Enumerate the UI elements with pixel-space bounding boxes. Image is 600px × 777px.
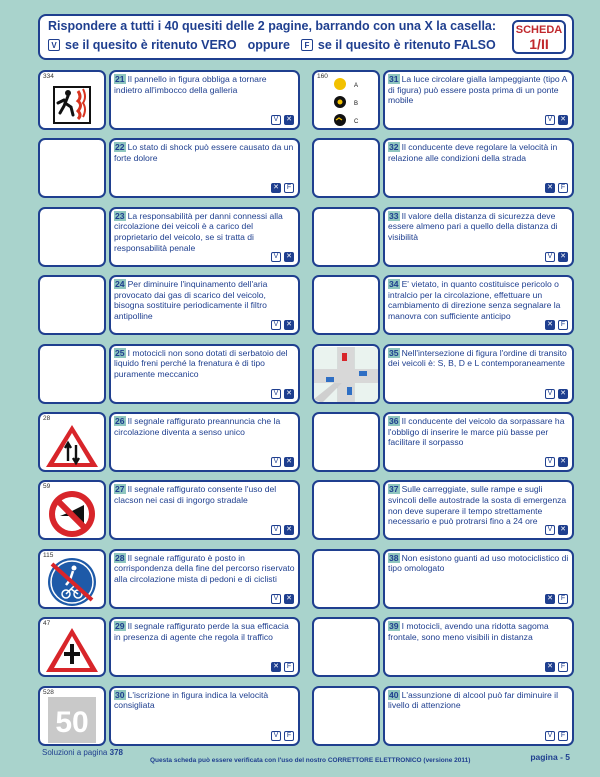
answer-boxes: [271, 252, 294, 262]
question-31: [312, 70, 574, 130]
true-checkbox[interactable]: V: [545, 389, 555, 399]
question-text: [114, 416, 295, 437]
question-24: [38, 275, 300, 335]
question-number: 26: [115, 416, 125, 426]
figure-sign-icon: [40, 483, 104, 539]
question-number: 34: [389, 279, 399, 290]
question-text: [388, 142, 569, 163]
question-statement: Il pannello in figura obbliga a tornare indietro all'imbocco della galleria: [114, 74, 267, 95]
scheda-number: 1/II: [529, 36, 549, 52]
question-40-text-box: [383, 686, 574, 746]
question-statement: Per diminuire l'inquinamento dell'aria provocato dai gas di scarico del veicolo, bisogna sostituire periodicamente il filtro antipolline: [114, 279, 268, 321]
true-checkbox[interactable]: V: [545, 115, 555, 125]
false-checkbox[interactable]: ✕: [284, 389, 294, 399]
question-text: [114, 348, 295, 380]
question-number: 31: [389, 74, 399, 84]
false-checkbox[interactable]: F: [284, 662, 294, 672]
false-checkbox[interactable]: ✕: [558, 389, 568, 399]
answer-boxes: [545, 115, 568, 125]
question-number: 28: [115, 552, 125, 563]
figure-sign-icon: [314, 347, 378, 403]
question-number: 27: [115, 484, 125, 495]
instructions-title: Rispondere a tutti i 40 quesiti delle 2 pagine, barrando con una X la casella:: [48, 19, 497, 33]
page-number: pagina - 5: [530, 752, 570, 762]
question-text: [114, 690, 295, 711]
figure-ref: 334: [43, 73, 54, 80]
true-checkbox[interactable]: ✕: [545, 183, 555, 193]
question-statement: Il segnale raffigurato è posto in corrispondenza della fine del percorso riservato alla circolazione mista di pedoni e di ciclisti: [114, 552, 295, 584]
question-33: [312, 207, 574, 267]
false-checkbox[interactable]: F: [284, 183, 294, 193]
question-22-figure: [38, 138, 106, 198]
question-40-figure: [312, 686, 380, 746]
question-text: [388, 621, 569, 642]
question-text: [388, 348, 569, 369]
false-checkbox[interactable]: F: [284, 731, 294, 741]
question-text: [388, 690, 569, 711]
figure-sign-icon: [40, 415, 104, 471]
true-checkbox[interactable]: V: [271, 594, 281, 604]
question-number: 36: [389, 416, 399, 426]
answer-boxes: [271, 389, 294, 399]
question-33-text-box: [383, 207, 574, 267]
question-30: [38, 686, 300, 746]
svg-text:B: B: [354, 101, 359, 107]
true-checkbox[interactable]: ✕: [271, 662, 281, 672]
question-text: [114, 621, 295, 642]
false-checkbox[interactable]: ✕: [284, 457, 294, 467]
answer-boxes: [271, 320, 294, 330]
false-legend: se il quesito è ritenuto FALSO: [317, 38, 496, 52]
question-25: [38, 344, 300, 404]
question-statement: Il conducente del veicolo da sorpassare ha l'obbligo di inserire le marce più basse per facilitare il sorpasso: [388, 416, 565, 448]
question-text: [388, 484, 569, 526]
question-34: [312, 275, 574, 335]
question-number: 33: [389, 210, 399, 221]
question-21: [38, 70, 300, 130]
question-24-text-box: [109, 275, 300, 335]
answer-boxes: [545, 183, 568, 193]
question-26-text-box: [109, 412, 300, 472]
answer-boxes: [271, 594, 294, 604]
corrector-note: Questa scheda può essere verificata con l'uso del nostro CORRETTORE ELETTRONICO (versione 2011): [150, 757, 471, 764]
false-checkbox[interactable]: ✕: [558, 115, 568, 125]
true-checkbox[interactable]: ✕: [271, 183, 281, 193]
question-number: 29: [115, 621, 125, 632]
question-number: 39: [389, 621, 399, 632]
question-28-text-box: [109, 549, 300, 609]
false-checkbox[interactable]: ✕: [284, 115, 294, 125]
question-statement: Il segnale raffigurato preannuncia che la circolazione diventa a senso unico: [114, 416, 281, 437]
instructions-header: [38, 14, 574, 60]
question-23: [38, 207, 300, 267]
question-statement: L'assunzione di alcool può far diminuire il livello di attenzione: [388, 689, 558, 711]
question-27-figure: [38, 480, 106, 540]
question-35-text-box: [383, 344, 574, 404]
false-checkbox[interactable]: ✕: [558, 525, 568, 535]
false-checkbox[interactable]: ✕: [284, 594, 294, 604]
question-37-text-box: [383, 480, 574, 540]
question-36-figure: [312, 412, 380, 472]
figure-sign-icon: [314, 73, 378, 129]
figure-ref: 115: [43, 551, 54, 559]
answer-boxes: [545, 457, 568, 467]
true-checkbox[interactable]: V: [271, 731, 281, 741]
scheda-label: SCHEDA: [515, 24, 563, 36]
question-text: [388, 211, 569, 243]
figure-ref: 59: [43, 483, 51, 491]
question-40: [312, 686, 574, 746]
false-checkbox[interactable]: ✕: [558, 457, 568, 467]
question-number: 32: [389, 142, 399, 153]
question-23-figure: [38, 207, 106, 267]
question-number: 35: [389, 347, 399, 358]
question-number: 21: [115, 74, 125, 84]
answer-boxes: [545, 525, 568, 535]
question-37: [312, 480, 574, 540]
question-29-text-box: [109, 617, 300, 677]
question-28: [38, 549, 300, 609]
false-checkbox[interactable]: ✕: [284, 320, 294, 330]
question-32-figure: [312, 138, 380, 198]
question-statement: Il conducente deve regolare la velocità in relazione alle condizioni della strada: [388, 142, 558, 163]
question-26: [38, 412, 300, 472]
question-38: [312, 549, 574, 609]
true-checkbox[interactable]: V: [271, 252, 281, 262]
false-checkbox[interactable]: F: [558, 594, 568, 604]
question-text: [114, 553, 295, 585]
question-38-text-box: [383, 549, 574, 609]
answer-boxes: [545, 252, 568, 262]
question-34-text-box: [383, 275, 574, 335]
question-25-figure: [38, 344, 106, 404]
figure-ref: 47: [43, 620, 51, 628]
answer-boxes: [271, 115, 294, 125]
question-36-text-box: [383, 412, 574, 472]
question-number: 23: [115, 210, 125, 221]
true-legend: se il quesito è ritenuto VERO: [65, 38, 237, 52]
false-checkbox[interactable]: ✕: [558, 252, 568, 262]
question-number: 24: [115, 279, 125, 290]
true-checkbox[interactable]: V: [271, 320, 281, 330]
figure-sign-icon: [40, 689, 104, 745]
question-32-text-box: [383, 138, 574, 198]
question-number: 38: [389, 552, 399, 563]
question-36: [312, 412, 574, 472]
question-text: [388, 74, 569, 106]
question-number: 37: [389, 484, 399, 495]
question-statement: Sulle carreggiate, sulle rampe e sugli svincoli delle autostrade la sosta di emergenza non deve superare il tempo strettamente necessario e può protrarsi fino a 24 ore: [388, 484, 567, 527]
question-statement: La luce circolare gialla lampeggiante (tipo A di figura) può essere posta prima di un ponte mobile: [388, 74, 567, 106]
scheda-badge: [512, 20, 566, 54]
answer-boxes: [545, 389, 568, 399]
false-box-icon: F: [301, 39, 313, 51]
question-text: [114, 211, 295, 253]
question-39-figure: [312, 617, 380, 677]
true-checkbox[interactable]: V: [271, 457, 281, 467]
answer-boxes: [545, 662, 568, 672]
question-text: [388, 553, 569, 574]
answer-boxes: [271, 183, 294, 193]
question-21-figure: [38, 70, 106, 130]
question-number: 25: [115, 347, 125, 358]
question-text: [114, 74, 295, 95]
true-checkbox[interactable]: V: [545, 457, 555, 467]
question-29-figure: [38, 617, 106, 677]
question-statement: Il segnale raffigurato perde la sua efficacia in presenza di agente che regola il traffico: [114, 621, 289, 642]
question-statement: Il segnale raffigurato consente l'uso del clacson nei casi di ingorgo stradale: [114, 484, 277, 505]
question-32: [312, 138, 574, 198]
question-text: [388, 279, 569, 321]
question-text: [114, 279, 295, 321]
false-checkbox[interactable]: F: [558, 320, 568, 330]
true-checkbox[interactable]: V: [545, 731, 555, 741]
question-25-text-box: [109, 344, 300, 404]
question-22-text-box: [109, 138, 300, 198]
true-checkbox[interactable]: V: [545, 252, 555, 262]
true-box-icon: V: [48, 39, 60, 51]
false-checkbox[interactable]: F: [558, 662, 568, 672]
question-29: [38, 617, 300, 677]
question-statement: Nell'intersezione di figura l'ordine di transito dei veicoli è: S, B, D e L contemporaneamente: [388, 347, 567, 369]
true-checkbox[interactable]: V: [271, 525, 281, 535]
question-statement: L'iscrizione in figura indica la velocità consigliata: [114, 689, 269, 711]
question-26-figure: [38, 412, 106, 472]
oppure-text: oppure: [247, 38, 290, 52]
question-text: [388, 416, 569, 448]
question-27-text-box: [109, 480, 300, 540]
true-checkbox[interactable]: V: [271, 389, 281, 399]
answer-boxes: [271, 662, 294, 672]
question-statement: Non esistono guanti ad uso motociclistico di tipo omologato: [388, 552, 569, 574]
question-23-text-box: [109, 207, 300, 267]
question-30-text-box: [109, 686, 300, 746]
question-text: [114, 484, 295, 505]
question-21-text-box: [109, 70, 300, 130]
answer-boxes: [545, 731, 568, 741]
question-statement: E' vietato, in quanto costituisce pericolo o intralcio per la circolazione, effettuare un cambiamento di direzione senza segnalare la manovra con sufficiente anticipo: [388, 279, 561, 321]
false-checkbox[interactable]: F: [558, 731, 568, 741]
answer-boxes: [545, 320, 568, 330]
true-checkbox[interactable]: V: [545, 525, 555, 535]
answer-boxes: [271, 731, 294, 741]
false-checkbox[interactable]: ✕: [284, 252, 294, 262]
question-statement: I motocicli non sono dotati di serbatoio del liquido freni perché la frenatura è di tipo puramente meccanico: [114, 347, 288, 379]
question-30-figure: [38, 686, 106, 746]
question-27: [38, 480, 300, 540]
question-35-figure: [312, 344, 380, 404]
answer-boxes: [545, 594, 568, 604]
question-number: 40: [389, 689, 399, 700]
true-checkbox[interactable]: ✕: [545, 662, 555, 672]
question-37-figure: [312, 480, 380, 540]
figure-ref: 528: [43, 688, 54, 696]
question-statement: I motocicli, avendo una ridotta sagoma frontale, sono meno visibili in distanza: [388, 621, 549, 642]
false-checkbox[interactable]: F: [558, 183, 568, 193]
figure-ref: 160: [317, 73, 328, 80]
page-footer: [0, 748, 600, 768]
svg-text:50: 50: [55, 705, 89, 739]
figure-sign-icon: [40, 552, 104, 608]
question-31-figure: [312, 70, 380, 130]
question-31-text-box: [383, 70, 574, 130]
question-statement: Il valore della distanza di sicurezza deve essere almeno pari a quello della distanza di visibilità: [388, 210, 558, 242]
svg-text:A: A: [354, 83, 359, 89]
question-statement: La responsabilità per danni connessi alla circolazione dei veicoli è a carico del proprietario del veicolo, se si tratta di responsabilità penale: [114, 210, 283, 253]
legend-line: [48, 38, 496, 52]
answer-boxes: [271, 457, 294, 467]
question-38-figure: [312, 549, 380, 609]
question-33-figure: [312, 207, 380, 267]
question-statement: Lo stato di shock può essere causato da un forte dolore: [114, 142, 294, 163]
false-checkbox[interactable]: ✕: [284, 525, 294, 535]
question-28-figure: [38, 549, 106, 609]
question-24-figure: [38, 275, 106, 335]
question-number: 30: [115, 689, 125, 700]
figure-ref: 28: [43, 415, 51, 422]
true-checkbox[interactable]: V: [271, 115, 281, 125]
question-34-figure: [312, 275, 380, 335]
figure-sign-icon: [40, 73, 104, 129]
question-22: [38, 138, 300, 198]
question-text: [114, 142, 295, 163]
question-39: [312, 617, 574, 677]
true-checkbox[interactable]: ✕: [545, 594, 555, 604]
svg-text:C: C: [354, 119, 359, 125]
question-number: 22: [115, 142, 125, 153]
true-checkbox[interactable]: ✕: [545, 320, 555, 330]
answer-boxes: [271, 525, 294, 535]
figure-sign-icon: [40, 620, 104, 676]
question-39-text-box: [383, 617, 574, 677]
question-35: [312, 344, 574, 404]
solutions-note: Soluzioni a pagina 378: [42, 748, 123, 757]
